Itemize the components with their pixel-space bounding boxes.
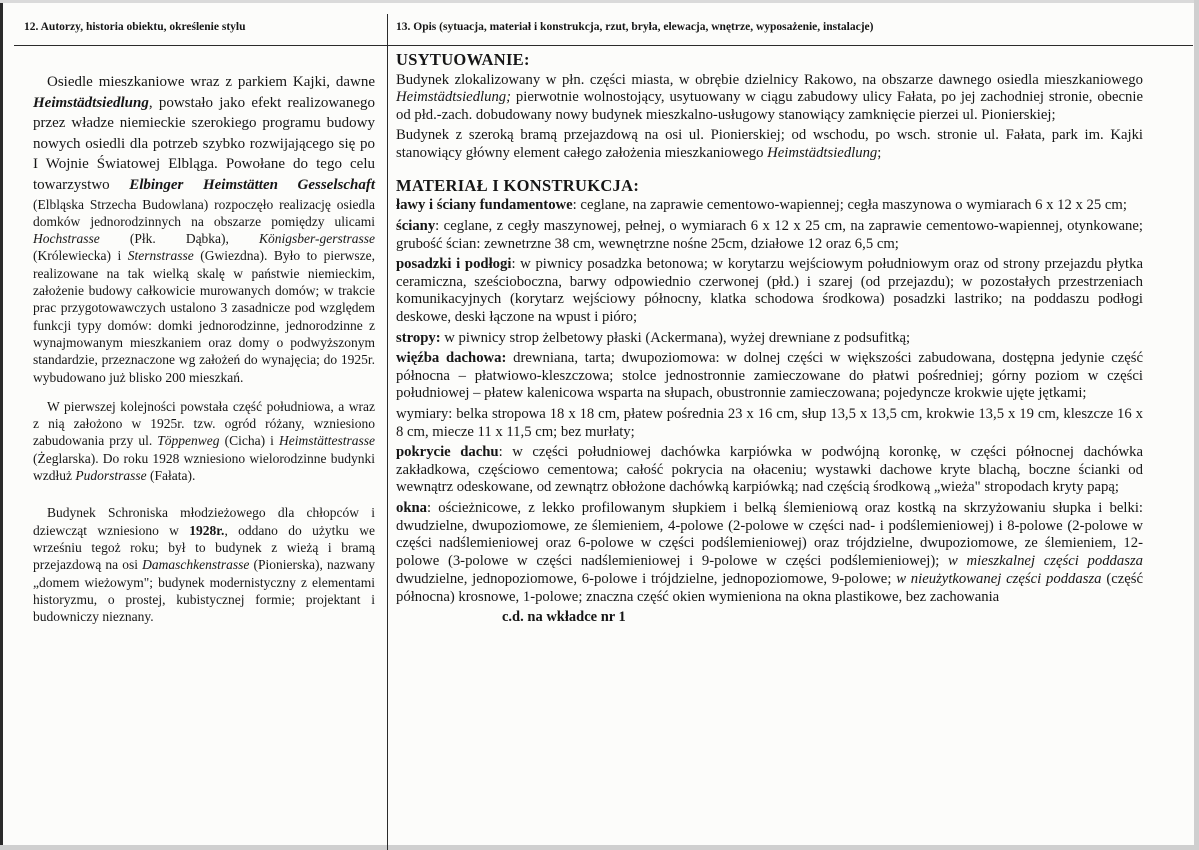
history-paragraph-2: W pierwszej kolejności powstała część południowa, a wraz z nią założono w 1925r. tzw. ogród różany, wzniesiono zabudowania przy ul. Töppenweg (Cicha) i Heimstättestrasse (Żeglarska). Do roku 1928 wzniesiono wielorodzinne budynki wzdłuż Pudorstrasse (Fałata). [33,398,375,484]
continuation-note: c.d. na wkładce nr 1 [502,609,626,626]
scan-edge-left [0,0,3,850]
scan-edge-top [0,0,1199,3]
sciany-paragraph: ściany: ceglane, z cegły maszynowej, pełnej, o wymiarach 6 x 12 x 25 cm, na zaprawie cementowo-wapiennej, otynkowane; grubość ścian: zewnetrzne 38 cm, wewnętrzne nośne 25cm, działowe 12 oraz 6,5 cm; [396,217,1143,252]
history-paragraph-1: Osiedle mieszkaniowe wraz z parkiem Kajki, dawne Heimstädtsiedlung, powstało jako efekt realizowanego przez władze niemieckie szerokiego programu budowy nowych osiedli dla potrzeb szybko rozwijającego się po I Wojnie Światowej Elbląga. Powołane do tego celu towarzystwo Elbinger Heimstätten Gesselschaft (Elbląska Strzecha Budowlana) rozpoczęło realizację osiedla domków jednorodzinnych na obszarze pomiędzy ulicami Hochstrasse (Płk. Dąbka), Königsber-gerstrasse (Królewiecka) i Sternstrasse (Gwiezdna). Było to pierwsze, realizowane na tak wielką skalę w państwie niemieckim, założenie budowy całkowicie murowanych domów; w trakcie prac przygotowawczych ustalono 3 zasadnicze pod względem funkcji typy domów: domki jednorodzinne, jednorodzinne z wynajmowanym mieszkaniem oraz domy o podwyższonym standardzie, przeznaczone wg założeń do wynajęcia; do 1925r. wybudowano już blisko 200 mieszkań. [33,74,376,385]
posadzki-paragraph: posadzki i podłogi: w piwnicy posadzka betonowa; w korytarzu wejściowym południowym oraz od strony przejazdu płytka ceramiczna, sześcioboczna, barwy odpowiednio czerwonej (płd.) i szarej (od przejazdu); w pozostałych przestrzeniach komunikacyjnych (korytarz wejściowy północny, klatka schodowa środkowa) posadzki lastriko; na poddaszu podłogi deskowe, deski łączone na wpust i pióro; [396,255,1143,326]
usytuowanie-paragraph-2: Budynek z szeroką bramą przejazdową na osi ul. Pionierskiej; od wschodu, po wsch. stronie ul. Fałata, park im. Kajki stanowiący główny element całego założenia mieszkaniowego Heimstädtsiedlung; [396,127,1143,162]
description-column [396,50,1143,629]
header-rule [14,45,1193,46]
section-title-usytuowanie: USYTUOWANIE: [396,50,530,69]
left-column-header: 12. Autorzy, historia obiektu, określenie stylu [24,21,246,33]
history-paragraph-3: Budynek Schroniska młodzieżowego dla chłopców i dziewcząt wzniesiono w 1928r., oddano do użytku we wrześniu tegoż roku; był to budynek z wieżą i bramą przejazdową na osi Damaschkenstrasse (Pionierska), nazwany „domem wieżowym"; budynek modernistyczny z elementami historyzmu, o prostej, kubistycznej formie; projektant i budowniczy nieznany. [33,505,375,625]
right-column-header: 13. Opis (sytuacja, materiał i konstrukcja, rzut, bryła, elewacja, wnętrze, wyposażenie, instalacje) [396,21,874,33]
history-lead-text: Osiedle mieszkaniowe wraz z parkiem Kajki, dawne Heimstädtsiedlung, powstało jako efekt realizowanego przez władze niemieckie szerokiego programu budowy nowych osiedli dla potrzeb szybko rozwijającego się po I Wojnie Światowej Elbląga. Powołane do tego celu towarzystwo Elbinger Heimstätten Gesselschaft [33,74,376,193]
history-column [33,72,375,625]
scan-edge-bottom [0,845,1199,850]
usytuowanie-paragraph-1: Budynek zlokalizowany w płn. części miasta, w obrębie dzielnicy Rakowo, na obszarze dawnego osiedla mieszkaniowego Heimstädtsiedlung; pierwotnie wolnostojący, usytuowany w ciągu zabudowy ulicy Fałata, po jej zachodniej stronie, obecnie od płd.-zach. dobudowany nowy budynek mieszkalno-usługowy stanowiący zamknięcie pierzei ul. Pionierskiej; [396,71,1143,124]
lawy-paragraph: ławy i ściany fundamentowe: ceglane, na zaprawie cementowo-wapiennej; cegła maszynowa o wymiarach 6 x 12 x 25 cm; [396,197,1127,214]
column-divider [387,14,388,850]
wymiary-paragraph: wymiary: belka stropowa 18 x 18 cm, płatew pośrednia 23 x 16 cm, słup 13,5 x 13,5 cm, krokwie 13,5 x 19 cm, kleszcze 16 x 8 cm, miecze 11 x 11,5 cm; bez murłaty; [396,405,1143,440]
scan-edge-right [1194,0,1199,850]
stropy-paragraph: stropy: w piwnicy strop żelbetowy płaski (Ackermana), wyżej drewniane z podsufitką; [396,329,911,346]
wiezba-paragraph: więźba dachowa: drewniana, tarta; dwupoziomowa: w dolnej części w większości zabudowana, dostępna jedynie część północna – płatwiowo-kleszczowa; stolce jednostronnie zamieczowane do płatwi pośredniej; górny poziom w części południowej – płatew kalenicowa wsparta na słupach, obustronnie zamieczowana; pojedyncze krokwie ujęte jętkami; [396,349,1143,402]
okna-paragraph: okna: ościeżnicowe, z lekko profilowanym słupkiem i belką ślemieniową oraz kostką na skrzyżowaniu słupka i belki: dwudzielne, dwupoziomowe, ze ślemieniem, 4-polowe (2-polowe w części nad- i podślemieniowej) i 8-polowe (2-polowe w części nadślemieniowej oraz 6-polowe w części podślemieniowej) oraz trójdzielne, dwupoziomowe, ze ślemieniem, 12-polowe (3-polowe w części nadślemieniowej i 9-polowe w części podślemieniowej); w mieszkalnej części poddasza dwudzielne, jednopoziomowe, 6-polowe i trójdzielne, jednopoziomowe, 9-polowe; w nieużytkowanej części poddasza (część północna) krosnowe, 1-polowe; znaczna część okien wymieniona na okna plastikowe, bez zachowania [396,499,1143,605]
pokrycie-paragraph: pokrycie dachu: w części południowej dachówka karpiówka w podwójną koronkę, w części północnej dachówka zakładkowa, częściowo cementowa; całość pokrycia na ołaceniu; wystawki dachowe kryte blachą, boczne ścianki od wewnątrz odeskowane, od zewnątrz obłożone dachówką karpiówką; nad częścią środkową „wieża" stropodach kryty papą; [396,443,1144,496]
section-title-material: MATERIAŁ I KONSTRUKCJA: [396,175,640,195]
